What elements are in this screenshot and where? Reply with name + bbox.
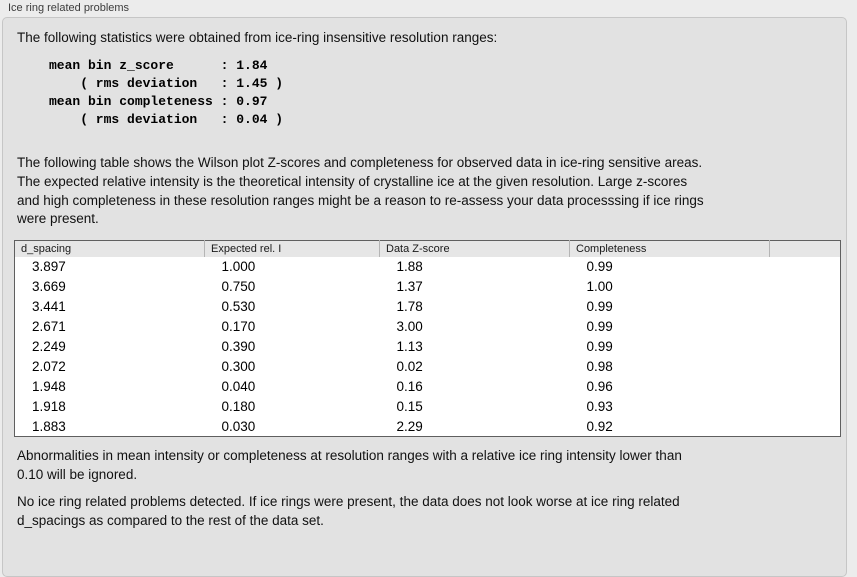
conclusion-paragraph (17, 493, 680, 531)
column-header-completeness[interactable]: Completeness (570, 241, 770, 257)
stat-rms-deviation-completeness: ( rms deviation : 0.04 ) (49, 112, 284, 127)
cell-data-z-score: 0.16 (396, 379, 423, 394)
table-row[interactable] (15, 417, 841, 437)
stat-mean-bin-z-score: mean bin z_score : 1.84 (49, 58, 268, 73)
cell-d-spacing: 2.249 (32, 339, 66, 354)
table-row[interactable] (15, 317, 841, 337)
cell-completeness: 0.98 (586, 359, 613, 374)
stat-mean-bin-completeness: mean bin completeness : 0.97 (49, 94, 268, 109)
cell-expected-rel-i: 0.170 (221, 319, 256, 334)
cell-completeness: 0.99 (586, 259, 613, 274)
cell-empty (770, 297, 841, 317)
cell-d-spacing: 1.918 (32, 399, 66, 414)
cell-data-z-score: 1.88 (396, 259, 423, 274)
table-header-row (15, 241, 841, 257)
cell-empty (770, 377, 841, 397)
cell-expected-rel-i: 0.300 (221, 359, 256, 374)
cell-empty (770, 417, 841, 437)
cell-data-z-score: 3.00 (396, 319, 423, 334)
column-header-data-z-score[interactable]: Data Z-score (380, 241, 570, 257)
cell-d-spacing: 1.948 (32, 379, 66, 394)
cell-expected-rel-i: 0.180 (221, 399, 256, 414)
cell-empty (770, 277, 841, 297)
cell-completeness: 0.99 (586, 339, 613, 354)
cell-completeness: 0.92 (586, 418, 613, 434)
table-row[interactable] (15, 357, 841, 377)
column-header-d-spacing[interactable]: d_spacing (15, 241, 205, 257)
table-row[interactable] (15, 337, 841, 357)
table-intro-line: The expected relative intensity is the theoretical intensity of crystalline ice at the given resolution. Large z-scores (17, 173, 688, 189)
column-header-expected-rel-i[interactable]: Expected rel. I (205, 241, 380, 257)
cell-completeness: 0.99 (586, 299, 613, 314)
cell-d-spacing: 2.072 (32, 359, 66, 374)
stats-block (49, 57, 283, 129)
cell-data-z-score: 2.29 (396, 418, 423, 434)
cell-d-spacing: 3.441 (32, 299, 66, 314)
cell-empty (770, 317, 841, 337)
conclusion-line: d_spacings as compared to the rest of the data set. (17, 512, 324, 528)
cell-data-z-score: 1.78 (396, 299, 423, 314)
cell-expected-rel-i: 0.040 (221, 379, 256, 394)
cell-completeness: 0.96 (586, 379, 613, 394)
cell-d-spacing: 3.669 (32, 279, 66, 294)
cell-d-spacing: 1.883 (32, 418, 66, 434)
cell-completeness: 0.93 (586, 399, 613, 414)
cell-expected-rel-i: 1.000 (221, 259, 256, 274)
ignore-note-paragraph (17, 447, 682, 485)
cell-empty (770, 357, 841, 377)
cell-completeness: 1.00 (586, 279, 613, 294)
table-intro-line: and high completeness in these resolution ranges might be a reason to re-assess your data processsing if ice rings (17, 192, 704, 208)
cell-data-z-score: 1.37 (396, 279, 423, 294)
cell-empty (770, 397, 841, 417)
cell-data-z-score: 0.02 (396, 359, 423, 374)
groupbox-title: Ice ring related problems (8, 2, 130, 14)
cell-expected-rel-i: 0.750 (221, 279, 256, 294)
ice-ring-table (14, 240, 841, 437)
cell-empty (770, 337, 841, 357)
cell-expected-rel-i: 0.030 (221, 418, 256, 434)
cell-completeness: 0.99 (586, 319, 613, 334)
stats-intro-text: The following statistics were obtained from ice-ring insensitive resolution ranges: (17, 30, 498, 45)
table-row[interactable] (15, 397, 841, 417)
ignore-note-line: 0.10 will be ignored. (17, 466, 138, 482)
table-row[interactable] (15, 377, 841, 397)
conclusion-line: No ice ring related problems detected. If ice rings were present, the data does not look worse at ice ring related (17, 494, 680, 509)
table-row[interactable] (15, 297, 841, 317)
cell-d-spacing: 3.897 (32, 259, 66, 274)
table-row[interactable] (15, 257, 841, 277)
stat-rms-deviation-z: ( rms deviation : 1.45 ) (49, 76, 284, 91)
table-intro-line: were present. (17, 211, 99, 227)
table-row[interactable] (15, 277, 841, 297)
table-intro-line: The following table shows the Wilson plot Z-scores and completeness for observed data in ice-ring sensitive areas. (17, 155, 703, 170)
cell-expected-rel-i: 0.530 (221, 299, 256, 314)
table-intro-paragraph (17, 154, 704, 229)
cell-empty (770, 257, 841, 277)
ignore-note-line: Abnormalities in mean intensity or completeness at resolution ranges with a relative ice ring intensity lower than (17, 448, 682, 463)
cell-data-z-score: 1.13 (396, 339, 423, 354)
cell-expected-rel-i: 0.390 (221, 339, 256, 354)
cell-d-spacing: 2.671 (32, 319, 66, 334)
column-header-empty[interactable] (770, 241, 841, 257)
ice-ring-groupbox (2, 17, 847, 577)
cell-data-z-score: 0.15 (396, 399, 423, 414)
